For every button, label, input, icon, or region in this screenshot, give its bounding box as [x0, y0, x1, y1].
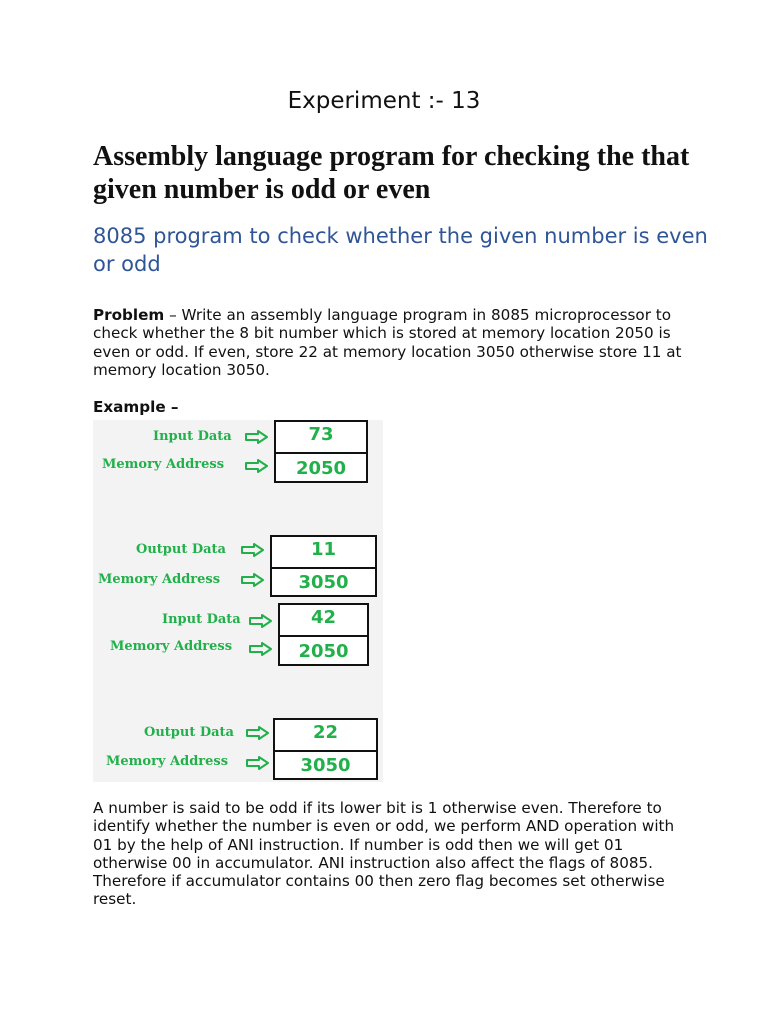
memory-address-label: Memory Address — [110, 639, 233, 654]
input-data-label: Input Data — [162, 612, 241, 627]
arrow-icon — [246, 756, 270, 770]
arrow-icon — [245, 430, 269, 444]
sub-heading: 8085 program to check whether the given number is even or odd — [93, 224, 708, 276]
example-diagram — [93, 420, 383, 782]
input-data-label: Input Data — [153, 429, 232, 444]
problem-text: – Write an assembly language program in 8085 microprocessor to check whether the 8 bit number which is stored at memory location 2050 is even or odd. If even, store 22 at memory location 3050 otherwise store 11 at memory location 3050. — [93, 306, 682, 379]
explanation-paragraph: A number is said to be odd if its lower bit is 1 otherwise even. Therefore to identify whether the number is even or odd, we perform AND operation with 01 by the help of ANI instruction. If number is odd then we will get 01 otherwise 00 in accumulator. ANI instruction also affect the flags of 8085. Therefore if accumulator contains 00 then zero flag becomes set otherwise reset. — [93, 799, 675, 909]
data-value: 11 — [310, 539, 337, 560]
memory-box — [278, 603, 369, 666]
memory-address-label: Memory Address — [102, 457, 225, 472]
memory-address-label: Memory Address — [106, 754, 229, 769]
address-value: 2050 — [280, 635, 367, 666]
address-value: 2050 — [276, 452, 366, 483]
memory-address-label: Memory Address — [98, 572, 221, 587]
output-data-label: Output Data — [136, 542, 226, 557]
address-value: 3050 — [275, 750, 376, 780]
arrow-icon — [245, 459, 269, 473]
experiment-title: Experiment :- 13 — [287, 88, 481, 114]
example-label: Example – — [93, 398, 179, 416]
data-value: 42 — [310, 607, 337, 628]
arrow-icon — [241, 543, 265, 557]
output-data-label: Output Data — [144, 725, 234, 740]
arrow-icon — [249, 642, 273, 656]
data-value: 73 — [308, 424, 334, 445]
problem-label: Problem — [93, 306, 165, 324]
memory-box — [274, 420, 368, 483]
problem-paragraph — [93, 306, 693, 379]
arrow-icon — [249, 614, 273, 628]
address-value: 3050 — [272, 567, 375, 597]
memory-box — [270, 535, 377, 597]
memory-box — [273, 718, 378, 780]
arrow-icon — [246, 726, 270, 740]
arrow-icon — [241, 573, 265, 587]
main-heading: Assembly language program for checking the that given number is odd or even — [93, 141, 690, 205]
data-value: 22 — [312, 722, 339, 743]
